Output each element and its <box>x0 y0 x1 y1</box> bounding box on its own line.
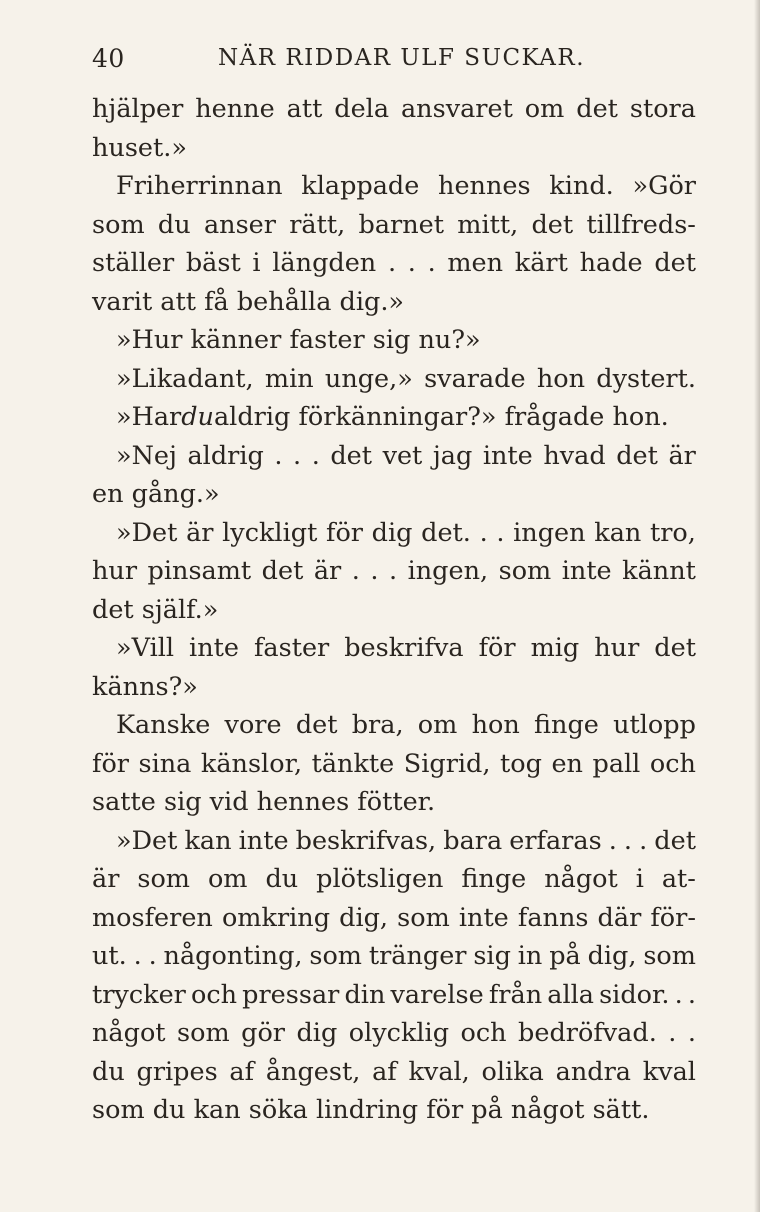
word: mig <box>530 633 580 663</box>
word: känslor, <box>200 748 303 779</box>
word: af <box>372 1056 397 1087</box>
word: det <box>654 633 696 663</box>
page-edge-shadow <box>754 0 760 1212</box>
word: aldrig <box>187 440 264 471</box>
text-line <box>92 206 696 245</box>
word: och <box>649 748 696 779</box>
word: i <box>635 864 644 894</box>
word: . <box>274 440 283 471</box>
word: det <box>654 248 696 278</box>
word: . <box>687 979 696 1010</box>
running-title: NÄR RIDDAR ULF SUCKAR. <box>218 45 586 71</box>
emphasized-word: du <box>181 402 214 432</box>
text-line: huset.» <box>92 132 187 163</box>
word: stora <box>629 94 696 124</box>
text-line <box>92 437 696 476</box>
text-line: som du kan söka lindring för på något sätt. <box>92 1095 650 1125</box>
word: . <box>623 825 633 856</box>
word: ingen, <box>407 556 489 586</box>
word: mosferen <box>92 902 213 933</box>
word: olycklig <box>348 1018 450 1048</box>
word: Sigrid, <box>403 748 491 779</box>
word: inte <box>482 440 533 471</box>
word: . <box>639 825 648 856</box>
word: för <box>478 633 516 663</box>
word: dig, <box>587 941 637 971</box>
word: du <box>157 209 191 240</box>
word: inte <box>189 633 239 663</box>
word: inte <box>238 825 289 856</box>
word: dystert. <box>596 363 696 394</box>
text-fragment: »Har <box>116 402 182 432</box>
word: kan <box>594 517 642 548</box>
word: från <box>488 979 543 1010</box>
word: kärt <box>514 248 568 278</box>
word: som <box>397 902 450 933</box>
word: sidor. <box>599 979 670 1010</box>
word: kännt <box>622 556 696 586</box>
text-line: »Hur känner faster sig nu?» <box>116 325 481 355</box>
word: och <box>460 1018 507 1048</box>
word: ångest, <box>265 1056 361 1087</box>
word: som <box>177 1018 230 1048</box>
word: unge,» <box>324 363 413 394</box>
word: »Nej <box>116 440 177 471</box>
word: men <box>447 248 504 278</box>
text-line: satte sig vid hennes fötter. <box>92 787 436 817</box>
word: fanns <box>517 902 589 933</box>
word: din <box>344 979 386 1010</box>
text-line <box>92 360 696 399</box>
word: inte <box>458 902 509 933</box>
word: »Vill <box>116 633 175 663</box>
word: »Det <box>116 517 178 548</box>
word: anser <box>203 209 276 240</box>
word: ut. <box>92 941 127 971</box>
word: det <box>531 209 574 240</box>
word: barnet <box>358 209 444 240</box>
word: klappade <box>301 171 420 201</box>
word: tro, <box>650 517 696 548</box>
word: plötsligen <box>316 864 444 894</box>
word: in <box>517 941 543 971</box>
text-line <box>92 552 696 591</box>
word: och <box>190 979 238 1010</box>
word: andra <box>555 1056 631 1087</box>
word: beskrifva <box>344 633 464 663</box>
word: i <box>252 248 261 278</box>
word: någonting, <box>163 941 303 971</box>
word: finge <box>534 710 599 740</box>
word: kan <box>184 825 232 856</box>
text-line <box>92 937 696 976</box>
word: min <box>264 363 314 394</box>
word: hur <box>594 633 640 663</box>
word: pinsamt <box>147 556 252 586</box>
word: det <box>295 710 338 740</box>
word: tillfreds- <box>586 209 696 240</box>
word: hon <box>536 363 586 394</box>
word: hon <box>471 710 520 740</box>
word: . <box>427 248 436 278</box>
text-line <box>92 822 696 861</box>
word: som <box>498 556 552 586</box>
word: kval <box>642 1056 696 1087</box>
word: beskrifvas, <box>295 825 437 856</box>
word: bäst <box>185 248 241 278</box>
word: tog <box>500 748 542 779</box>
word: bra, <box>351 710 404 740</box>
text-line <box>92 745 696 784</box>
word: . <box>388 556 398 586</box>
word: af <box>229 1056 255 1087</box>
text-line: det själf.» <box>92 594 219 625</box>
word: dig <box>371 517 413 548</box>
text-line <box>92 1014 696 1053</box>
text-line <box>92 976 696 1015</box>
word: det <box>576 94 618 124</box>
word: gripes <box>136 1056 218 1087</box>
text-line <box>92 629 696 668</box>
word: ingen <box>513 517 586 548</box>
word: det <box>654 825 696 856</box>
word: . <box>496 517 505 548</box>
text-line: känns?» <box>92 671 198 702</box>
word: faster <box>253 633 330 663</box>
word: . <box>387 248 397 278</box>
word: att <box>286 94 323 124</box>
word: kind. <box>549 171 614 201</box>
word: längden <box>272 248 377 278</box>
word: . <box>674 979 683 1010</box>
word: för <box>326 517 363 548</box>
word: som <box>137 864 190 894</box>
word: . <box>407 248 416 278</box>
word: vet <box>382 440 423 471</box>
word: dela <box>334 94 390 124</box>
text-line <box>92 167 696 206</box>
word: som <box>309 941 362 971</box>
word: hvad <box>543 440 606 471</box>
word: är <box>92 864 120 894</box>
word: för- <box>650 902 696 933</box>
word: det <box>330 440 373 471</box>
word: . <box>148 941 157 971</box>
word: något <box>92 1018 166 1048</box>
word: hur <box>92 556 138 586</box>
word: . <box>293 440 302 471</box>
word: omkring <box>221 902 331 933</box>
word: det <box>261 556 304 586</box>
word: mitt, <box>457 209 519 240</box>
word: du <box>92 1056 125 1087</box>
text-line: en gång.» <box>92 479 220 509</box>
word: sig <box>473 941 511 971</box>
word: jag <box>432 440 473 471</box>
word: sina <box>138 748 192 779</box>
word: . <box>608 825 617 856</box>
word: hjälper <box>92 94 184 124</box>
word: . <box>479 517 488 548</box>
word: lyckligt <box>222 517 318 548</box>
word: där <box>597 902 642 933</box>
text-line <box>92 514 696 553</box>
word: rätt, <box>289 209 346 240</box>
word: är <box>313 556 342 586</box>
word: henne <box>195 94 275 124</box>
word: som <box>643 941 696 971</box>
word: gör <box>241 1018 285 1048</box>
text-line-mixed <box>92 398 696 437</box>
word: at- <box>661 864 696 894</box>
word: alla <box>547 979 594 1010</box>
word: är <box>668 440 696 471</box>
word: »Det <box>116 825 178 856</box>
word: »Likadant, <box>116 363 254 394</box>
word: ansvaret <box>400 94 513 124</box>
word: en <box>551 748 583 779</box>
word: ställer <box>92 248 175 278</box>
word: »Gör <box>632 171 696 201</box>
word: som <box>92 209 145 240</box>
body-text <box>92 90 696 1130</box>
page-number: 40 <box>92 44 125 73</box>
word: Friherrinnan <box>116 171 283 201</box>
word: något <box>544 864 618 894</box>
text-line <box>92 860 696 899</box>
word: du <box>265 864 299 894</box>
word: pressar <box>242 979 340 1010</box>
text-line: varit att få behålla dig.» <box>92 286 405 317</box>
text-line <box>92 706 696 745</box>
word: hade <box>579 248 643 278</box>
word: om <box>417 710 458 740</box>
word: erfaras <box>509 825 602 856</box>
text-fragment: aldrig förkänningar?» frågade hon. <box>213 402 669 432</box>
word: kval, <box>408 1056 470 1087</box>
word: är <box>186 517 214 548</box>
page-header <box>92 44 692 84</box>
text-line <box>92 1053 696 1092</box>
word: om <box>524 94 565 124</box>
word: på <box>549 941 581 971</box>
word: dig <box>296 1018 338 1048</box>
text-line <box>92 90 696 129</box>
word: . <box>370 556 379 586</box>
word: det. <box>421 517 471 548</box>
word: varelse <box>390 979 484 1010</box>
word: svarade <box>424 363 526 394</box>
word: för <box>92 748 129 779</box>
word: . <box>687 1018 696 1048</box>
word: det <box>616 440 658 471</box>
word: . <box>351 556 360 586</box>
word: pall <box>592 748 641 779</box>
word: om <box>207 864 248 894</box>
word: bedröfvad. <box>518 1018 657 1048</box>
word: . <box>668 1018 677 1048</box>
word: hennes <box>438 171 531 201</box>
word: tänkte <box>311 748 395 779</box>
word: olika <box>481 1056 544 1087</box>
word: . <box>311 440 320 471</box>
text-line <box>92 244 696 283</box>
word: Kanske <box>116 710 211 740</box>
text-line <box>92 899 696 938</box>
word: inte <box>561 556 612 586</box>
word: bara <box>443 825 503 856</box>
word: trycker <box>92 979 186 1010</box>
word: tränger <box>368 941 467 971</box>
word: finge <box>461 864 527 894</box>
word: dig, <box>339 902 389 933</box>
word: utlopp <box>613 710 696 740</box>
word: vore <box>224 710 282 740</box>
word: . <box>133 941 142 971</box>
